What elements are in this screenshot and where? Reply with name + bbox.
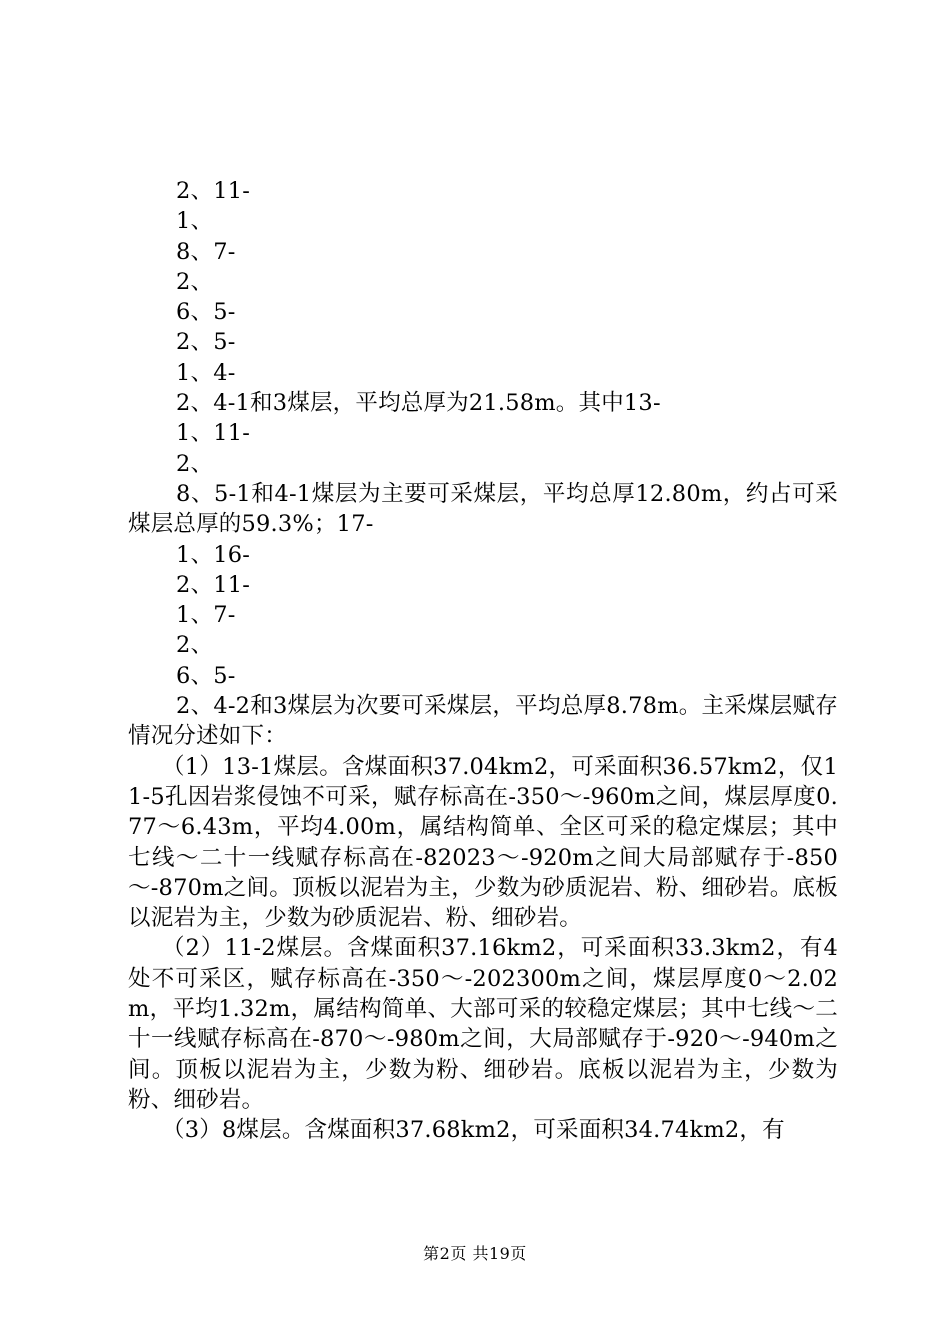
text-line: 2、: [176, 632, 214, 659]
document-body: [128, 176, 838, 1146]
text-line: 2、4-1和3煤层，平均总厚为21.58m。其中13-: [176, 390, 661, 417]
text-line: 2、5-: [176, 329, 236, 356]
text-line: 6、5-: [176, 662, 236, 689]
paragraph-seam-8: （3）8煤层。含煤面积37.68km2，可采面积34.74km2，有: [162, 1117, 785, 1144]
text-line: 2、11-: [176, 571, 251, 598]
text-line: 1、11-: [176, 420, 251, 447]
paragraph-seam-11-2: （2）11-2煤层。含煤面积37.16km2，可采面积33.3km2，有4处不可采区，赋存标高在-350～-202300m之间，煤层厚度0～2.02m，平均1.32m，属结构简单、大部可采的较稳定煤层；其中七线～二十一线赋存标高在-870～-980m之间，大局部赋存于-920～-940m之间。顶板以泥岩为主，少数为粉、细砂岩。底板以泥岩为主，少数为粉、细砂岩。: [128, 935, 838, 1113]
text-line: 1、4-: [176, 359, 236, 386]
text-line: 8、7-: [176, 238, 236, 265]
text-line: 2、11-: [176, 178, 251, 204]
paragraph-main-seams: 8、5-1和4-1煤层为主要可采煤层，平均总厚12.80m，约占可采煤层总厚的59.3%；17-: [128, 480, 838, 538]
text-line: 2、: [176, 268, 214, 295]
text-line: 6、5-: [176, 299, 236, 326]
page-footer: 第2页 共19页: [423, 1244, 527, 1263]
text-line: 1、16-: [176, 541, 251, 568]
text-line: 1、: [176, 208, 214, 235]
text-line: 2、: [176, 450, 214, 477]
paragraph-seam-13-1: （1）13-1煤层。含煤面积37.04km2，可采面积36.57km2，仅11-5孔因岩浆侵蚀不可采，赋存标高在-350～-960m之间，煤层厚度0.77～6.43m，平均4.00m，属结构简单、全区可采的稳定煤层；其中七线～二十一线赋存标高在-82023～-920m之间大局部赋存于-850～-870m之间。顶板以泥岩为主，少数为砂质泥岩、粉、细砂岩。底板以泥岩为主，少数为砂质泥岩、粉、细砂岩。: [128, 753, 838, 932]
text-line: 1、7-: [176, 602, 236, 629]
paragraph-secondary-seams: 2、4-2和3煤层为次要可采煤层，平均总厚8.78m。主采煤层赋存情况分述如下：: [128, 693, 838, 750]
